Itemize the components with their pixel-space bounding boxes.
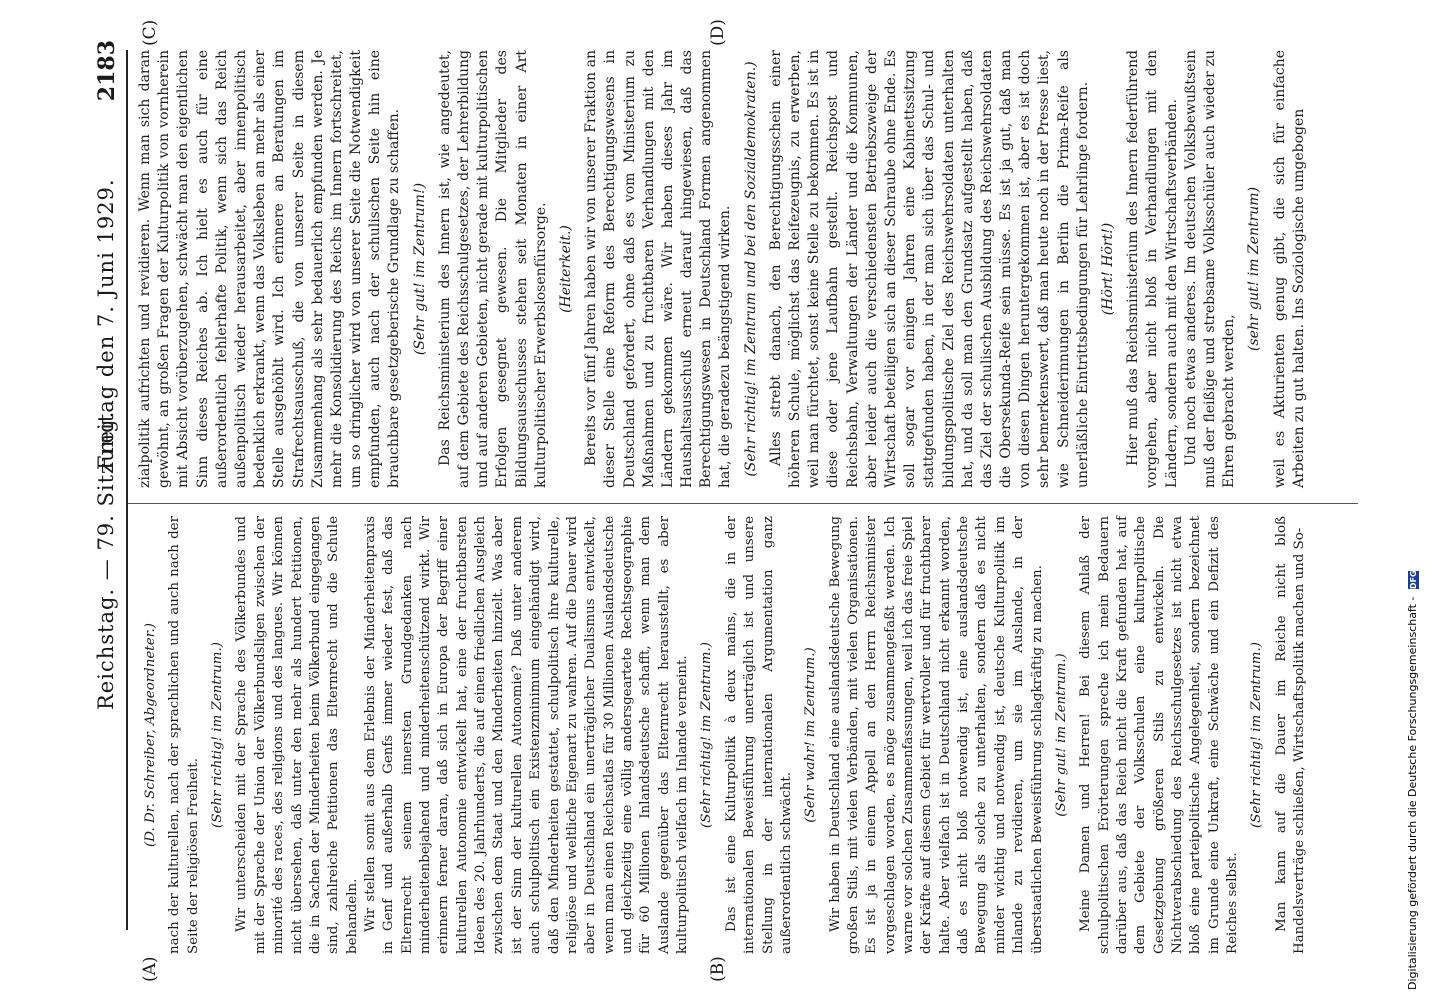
reaction: (sehr gut! im Zentrum) xyxy=(1246,186,1263,352)
reaction: (Sehr wahr! im Zentrum.) xyxy=(803,647,819,823)
reaction: (Heiterkeit.) xyxy=(557,225,574,313)
paragraph: nach der kulturellen, nach der sprachlichen und auch nach der Seite der religiösen Freiheit. xyxy=(167,516,201,954)
header-rule xyxy=(126,50,128,930)
paragraph: Wir haben in Deutschland eine auslandsdeutsche Bewegung großen Stils, mit vielen Verbänden, mit vielen Organisationen. Es ist ja in einem Appell an den Herrn Reichsminister vorgeschlagen worden, es möge zusammengefaßt werden. Ich warne vor solchen Zusammenfassungen, weil ich das freie Spiel der Kräfte auf diesem Gebiet für wertvoller und für fruchtbarer halte. Aber vielfach ist in Deutschland nicht erkannt worden, daß es nicht bloß notwendig ist, eine auslandsdeutsche Bewegung als solche zu unterhalten, sondern daß es nicht minder wichtig und notwendig ist, deutsche Kulturpolitik im Inlande zu revidieren, um sie im Auslande, in der überstaatlichen Beweisführung schlagkräftig zu machen. xyxy=(827,516,1045,954)
paragraph: Alles strebt danach, den Berechtigungsschein einer höheren Schule, möglichst das Reifezeugnis, zu erwerben, weil man fürchtet, sonst keine Stelle zu bekommen. Es ist in diese oder jene Laufbahn gestellt. Reichspost und Reichsbahn, Verwaltungen der Länder und die Kommunen, aber leider auch die verschiedensten Betriebszweige der Wirtschaft beteiligen sich an dieser Schraube ohne Ende. Es soll sogar vor einigen Jahren eine Kabinettssitzung stattgefunden haben, in der man sich über das Schul- und bildungspolitische Ziel des Reichswehrsoldaten unterhalten hat, und da soll man den Grundsatz aufgestellt haben, daß das Ziel der schulischen Ausbildung des Reichswehrsoldaten die Obersekunda-Reife sein müsse. Es ist ja gut, daß man von diesen Dingen heruntergekommen ist, aber es ist doch sehr bemerkenswert, daß man heute noch in der Presse liest, wie Schneiderinnungen in Berlin die Prima-Reife als unerläßliche Eintrittsbedingungen für Lehrlinge fordern. xyxy=(767,50,1091,488)
margin-letter-b: (B) xyxy=(708,956,728,982)
session-title: Reichstag. — 79. Sitzung. xyxy=(94,410,118,710)
paragraph: Wir unterscheiden mit der Sprache des Völkerbundes und mit der Sprache der Union der Völkerbundsligen zwischen der minorité des races, des religions und des langues. Wir können nicht übersehen, daß unter den mehr als hundert Petitionen, die in Sachen der Minderheiten beim Völkerbund eingegangen sind, zahlreiche Petitionen das Elternrecht und die Schule behandeln. xyxy=(234,516,360,954)
reaction: (Sehr richtig! im Zentrum.) xyxy=(699,642,715,828)
dfg-logo-icon: DFG xyxy=(1408,570,1418,590)
right-column xyxy=(136,50,1309,488)
column-divider xyxy=(128,503,1358,504)
paragraph: Das Reichsministerium des Innern ist, wie angedeutet, auf dem Gebiete des Reichsschulgesetzes, der Lehrerbildung und auf anderen Gebieten, nicht gerade mit kulturpolitischen Erfolgen gesegnet gewesen. Die Mitglieder des Bildungsausschusses stehen seit Monaten in einer Art kulturpolitischer Erwerbslosenfürsorge. xyxy=(436,50,549,488)
paragraph: Wir stellen somit aus dem Erlebnis der Minderheitenpraxis in Genf und außerhalb Genfs immer wieder fest, daß das Elternrecht seinem innersten Grundgedanken nach minderheitenbejahend und minderheitenschützend wirkt. Wir erinnern ferner daran, daß sich in Europa der Begriff einer kulturellen Autonomie entwickelt hat, eine der fruchtbarsten Ideen des 20. Jahrhunderts, die auf einen friedlichen Ausgleich zwischen dem Staat und den Minderheiten hinzielt. Was aber ist der Sinn der kulturellen Autonomie? Daß unter anderem auch schulpolitisch ein Existenzminimum eingehändigt wird, daß den Minderheiten gestattet, schulpolitisch ihre kulturelle, religiöse und weltliche Eigenart zu wahren. Auf die Dauer wird aber in Deutschland ein unerträglicher Dualismus entwickelt, wenn man einen Reichsatlas für 30 Millionen Auslandsdeutsche und gleichzeitig eine völlig andersgeartete Rechtsgeographie für 60 Millionen Inlandsdeutsche schafft, wenn man dem Auslande gegenüber das Elternrecht herausstellt, es aber kulturpolitisch vielfach im Inlande verneint. xyxy=(362,516,691,954)
margin-letter-d: (D) xyxy=(708,19,728,46)
paragraph: zialpolitik aufrichten und revidieren. Wenn man sich daran gewöhnt, an großen Fragen der Kulturpolitik von vornherein mit Absicht vorüberzugehen, schwächt man den eigentlichen Sinn dieses Reiches ab. Ich hielt es auch für eine außerordentlich fehlerhafte Politik, wenn sich das Reich außenpolitisch wieder herausarbeitet, aber innenpolitisch bedenklich erkrankt, wenn das Volksleben an mehr als einer Stelle ausgehöhlt wird. Ich erinnere an Beratungen im Strafrechtsausschuß, die von unserer Seite in diesem Zusammenhang als sehr bedauerlich empfunden werden. Je mehr die Konsolidierung des Reichs im Innern fortschreitet, um so dringlicher wird von unserer Seite die Notwendigkeit empfunden, auch nach der schulischen Seite hin eine brauchbare gesetzgeberische Grundlage zu schaffen. xyxy=(137,50,403,488)
paragraph: weil es Akturienten genug gibt, die sich für einfache Arbeiten zu gut halten. Ins Soziologische umgebogen xyxy=(1271,50,1307,488)
paragraph: Hier muß das Reichsministerium des Innern federführend vorgehen, aber nicht bloß in Verhandlungen mit den Ländern, sondern auch mit den Wirtschaftsverbänden. xyxy=(1125,50,1180,488)
digitization-footer xyxy=(1406,571,1419,990)
reaction: (Sehr richtig! im Zentrum und bei den Sozialdemokraten.) xyxy=(742,61,759,477)
margin-letter-c: (C) xyxy=(140,19,160,46)
paragraph: Man kann auf die Dauer im Reiche nicht bloß Handelsverträge schließen, Wirtschaftspolitik machen und So- xyxy=(1273,516,1308,954)
footer-text: Digitalisierung gefördert durch die Deutsche Forschungsgemeinschaft - xyxy=(1406,596,1419,990)
paragraph: Und noch etwas anderes. Im deutschen Volksbewußtsein muß der fleißige und strebsame Volksschüler auch wieder zu Ehren gebracht werden, xyxy=(1182,50,1238,488)
reaction: (Sehr richtig! im Zentrum.) xyxy=(1249,642,1265,828)
paragraph: Bereits vor fünf Jahren haben wir von unserer Fraktion an dieser Stelle eine Reform des Berechtigungswesens in Deutschland gefordert, ohne daß es vom Ministerium zu Maßnahmen und zu fruchtbaren Verhandlungen mit den Ländern gekommen wäre. Wir haben dieses Jahr im Haushaltsausschuß erneut darauf hingewiesen, daß das Berechtigungswesen in Deutschland Formen angenommen hat, die geradezu beängstigend wirken. xyxy=(583,50,734,488)
margin-letter-a: (A) xyxy=(140,956,160,982)
page-header xyxy=(88,10,128,970)
reaction: (Hört! Hört!) xyxy=(1100,222,1116,316)
session-date: Freitag den 7. Juni 1929. xyxy=(94,178,118,470)
paragraph: Das ist eine Kulturpolitik à deux mains, die in der internationalen Beweisführung unerträglich ist und unsere Stellung in der internationalen Argumentation ganz außerordentlich schwächt. xyxy=(723,516,794,954)
speaker-line: (D. Dr. Schreiber, Abgeordneter.) xyxy=(143,622,158,848)
reaction: (Sehr richtig! im Zentrum.) xyxy=(210,642,226,828)
left-column xyxy=(136,516,1310,954)
reaction: (Sehr gut! im Zentrum!) xyxy=(411,182,428,356)
paragraph: Meine Damen und Herren! Bei diesem Anlaß der schulpolitischen Erörterungen spreche ich mein Bedauern darüber aus, daß das Reich nicht die Kraft gefunden hat, auf dem Gebiete der Volksschulen eine kulturpolitische Gesetzgebung größeren Stils zu entwickeln. Die Nichtverabschiedung des Reichsschulgesetzes ist nicht etwa bloß eine parteipolitische Angelegenheit, sondern bezeichnet im Grunde eine Unkraft, eine Schwäche und ein Defizit des Reiches selbst. xyxy=(1078,516,1241,954)
reaction: (Sehr gut! im Zentrum.) xyxy=(1053,653,1069,817)
page-number: 2183 xyxy=(94,40,120,102)
